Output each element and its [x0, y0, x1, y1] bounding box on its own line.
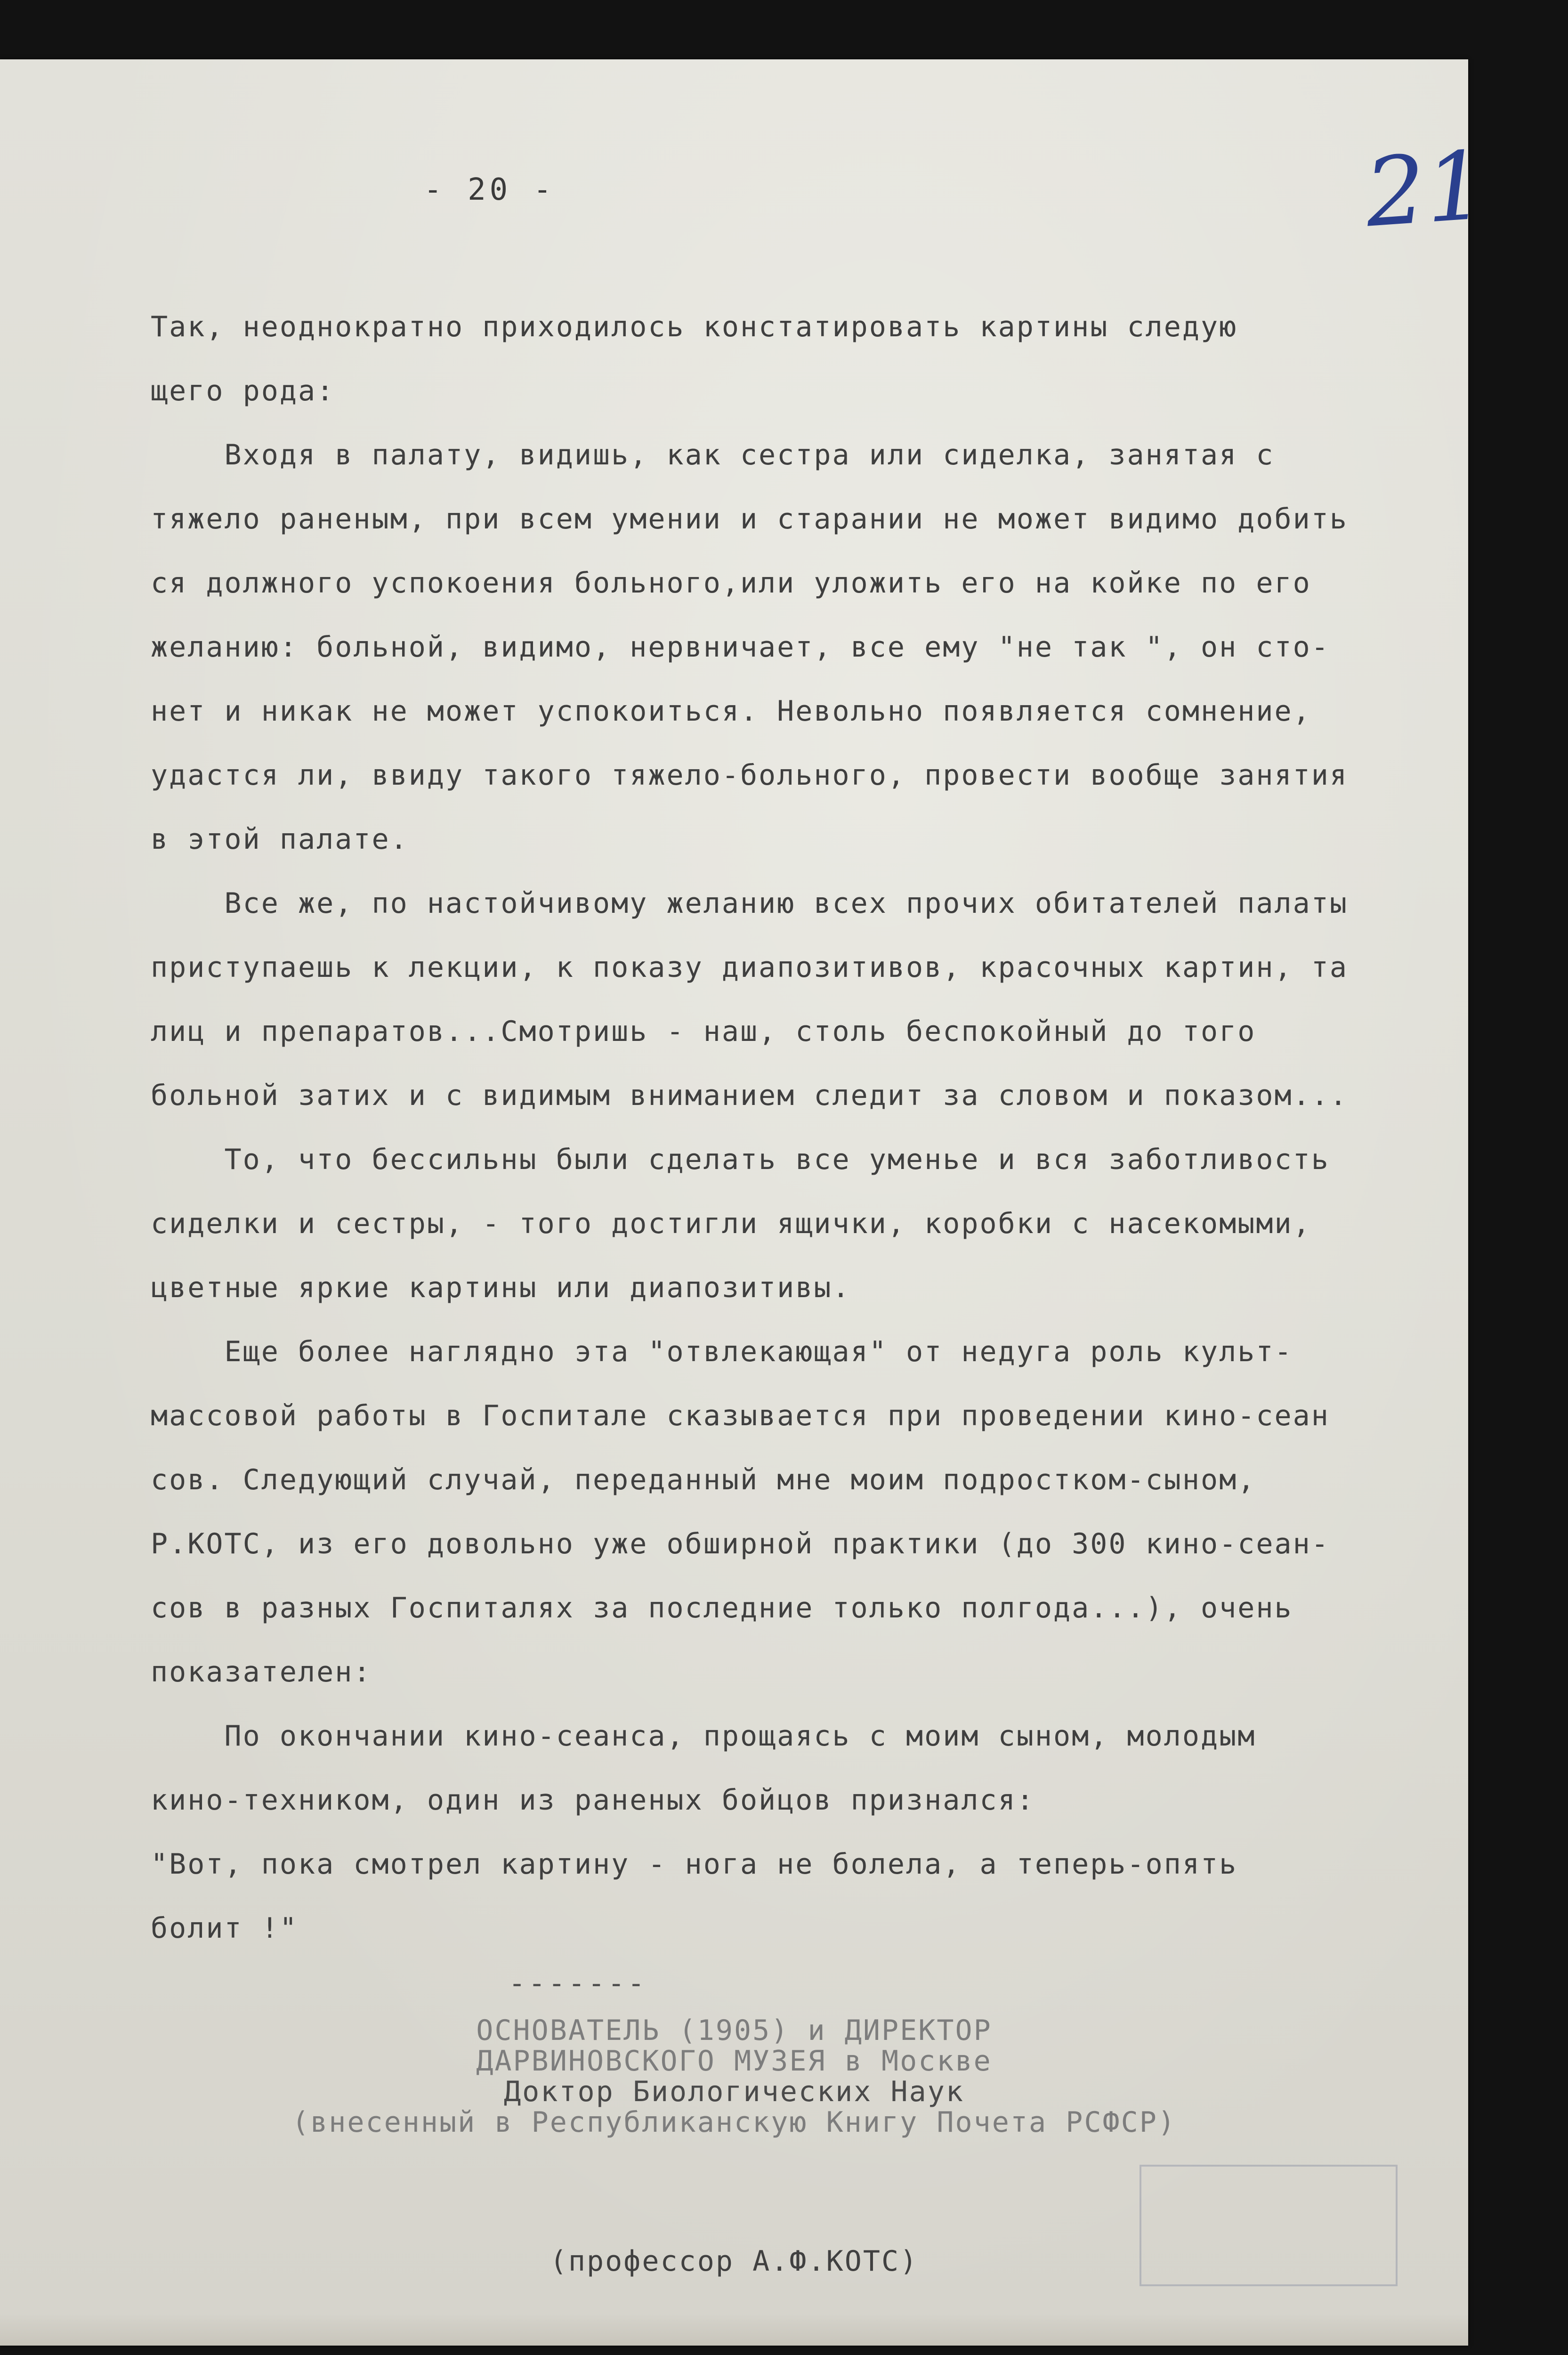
text-line: сиделки и сестры, - того достигли ящички, коробки с насекомыми,	[151, 1207, 1311, 1240]
text-line: удастся ли, ввиду такого тяжело-больного, провести вообще занятия	[151, 759, 1348, 792]
text-line: Все же, по настойчивому желанию всех прочих обитателей палаты	[151, 887, 1348, 920]
signature-honor-line: (внесенный в Республиканскую Книгу Почета РСФСР)	[292, 2106, 1176, 2139]
text-line: сов в разных Госпиталях за последние только полгода...), очень	[151, 1592, 1293, 1624]
document-page	[0, 59, 1489, 2346]
text-line: нет и никак не может успокоиться. Невольно появляется сомнение,	[151, 695, 1311, 728]
text-line: цветные яркие картины или диапозитивы.	[151, 1271, 851, 1304]
signature-degree-line: Доктор Биологических Наук	[503, 2075, 965, 2108]
text-line: желанию: больной, видимо, нервничает, все ему "не так ", он сто-	[151, 631, 1330, 664]
text-line: больной затих и с видимым вниманием следит за словом и показом...	[151, 1079, 1348, 1112]
signature-name: (профессор А.Ф.КОТС)	[550, 2245, 919, 2278]
text-line: сов. Следующий случай, переданный мне моим подростком-сыном,	[151, 1463, 1256, 1496]
text-line: ся должного успокоения больного,или уложить его на койке по его	[151, 567, 1311, 600]
text-line: По окончании кино-сеанса, прощаясь с моим сыном, молодым	[151, 1720, 1256, 1753]
signature-title-line: ОСНОВАТЕЛЬ (1905) и ДИРЕКТОР	[476, 2014, 992, 2047]
text-line: в этой палате.	[151, 823, 409, 856]
text-line: массовой работы в Госпитале сказывается при проведении кино-сеан	[151, 1399, 1330, 1432]
typed-body-text	[151, 295, 1460, 1960]
text-line: "Вот, пока смотрел картину - нога не болела, а теперь-опять	[151, 1848, 1238, 1881]
text-line: показателен:	[151, 1656, 372, 1689]
text-line: приступаешь к лекции, к показу диапозитивов, красочных картин, та	[151, 951, 1348, 984]
page-number: - 20 -	[424, 172, 556, 207]
text-line: Р.КОТС, из его довольно уже обширной практики (до 300 кино-сеан-	[151, 1527, 1330, 1560]
text-line: щего рода:	[151, 374, 335, 407]
section-divider: -------	[509, 1967, 647, 2000]
text-line: болит !"	[151, 1912, 298, 1945]
archive-folio-number: 21	[1362, 130, 1489, 249]
text-line: лиц и препаратов...Смотришь - наш, столь беспокойный до того	[151, 1015, 1256, 1048]
text-line: То, что бессильны были сделать все уменье и вся заботливость	[151, 1143, 1330, 1176]
text-line: Так, неоднократно приходилось констатировать картины следую	[151, 310, 1238, 343]
text-line: Входя в палату, видишь, как сестра или сиделка, занятая с	[151, 439, 1275, 471]
text-line: кино-техником, один из раненых бойцов признался:	[151, 1784, 1035, 1817]
text-line: Еще более наглядно эта "отвлекающая" от недуга роль культ-	[151, 1335, 1293, 1368]
signature-museum-line: ДАРВИНОВСКОГО МУЗЕЯ в Москве	[476, 2045, 992, 2078]
text-line: тяжело раненым, при всем умении и старании не может видимо добить	[151, 503, 1348, 536]
